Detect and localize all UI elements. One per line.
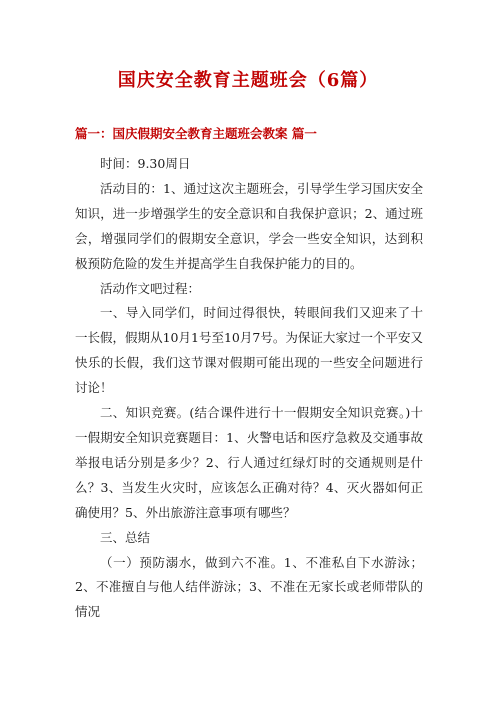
paragraph-summary-heading: 三、总结	[100, 529, 151, 545]
section-heading: 篇一：国庆假期安全教育主题班会教案 篇一	[75, 126, 317, 141]
paragraph-quiz: 二、知识竞赛。(结合课件进行十一假期安全知识竞赛。)十一假期安全知识竞赛题目：1、火警电话和医疗急救及交通事故举报电话分别是多少？2、行人通过红绿灯时的交通规则是什么？3、当发生火灾时，应该怎么正确对待？4、灭火器如何正确使用？5、外出旅游注意事项有哪些？	[75, 405, 423, 520]
paragraph-intro: 一、导入同学们，时间过得很快，转眼间我们又迎来了十一长假，假期从10月1号至10月7号。为保证大家过一个平安又快乐的长假，我们这节课对假期可能出现的一些安全问题进行讨论！	[75, 305, 423, 396]
paragraph-purpose: 活动目的：1、通过这次主题班会，引导学生学习国庆安全知识，进一步增强学生的安全意识和自我保护意识；2、通过班会，增强同学们的假期安全意识，学会一些安全知识，达到积极预防危险的发生并提高学生自我保护能力的目的。	[75, 180, 423, 271]
document-title: 国庆安全教育主题班会（6篇）	[117, 70, 379, 91]
paragraph-time: 时间：9.30周日	[100, 156, 191, 171]
paragraph-drowning: （一）预防溺水，做到六不准。1、不准私自下水游泳；2、不准擅自与他人结伴游泳；3、不准在无家长或老师带队的情况	[75, 554, 423, 620]
document-body	[75, 152, 423, 625]
paragraph-process-heading: 活动作文吧过程：	[100, 280, 201, 296]
